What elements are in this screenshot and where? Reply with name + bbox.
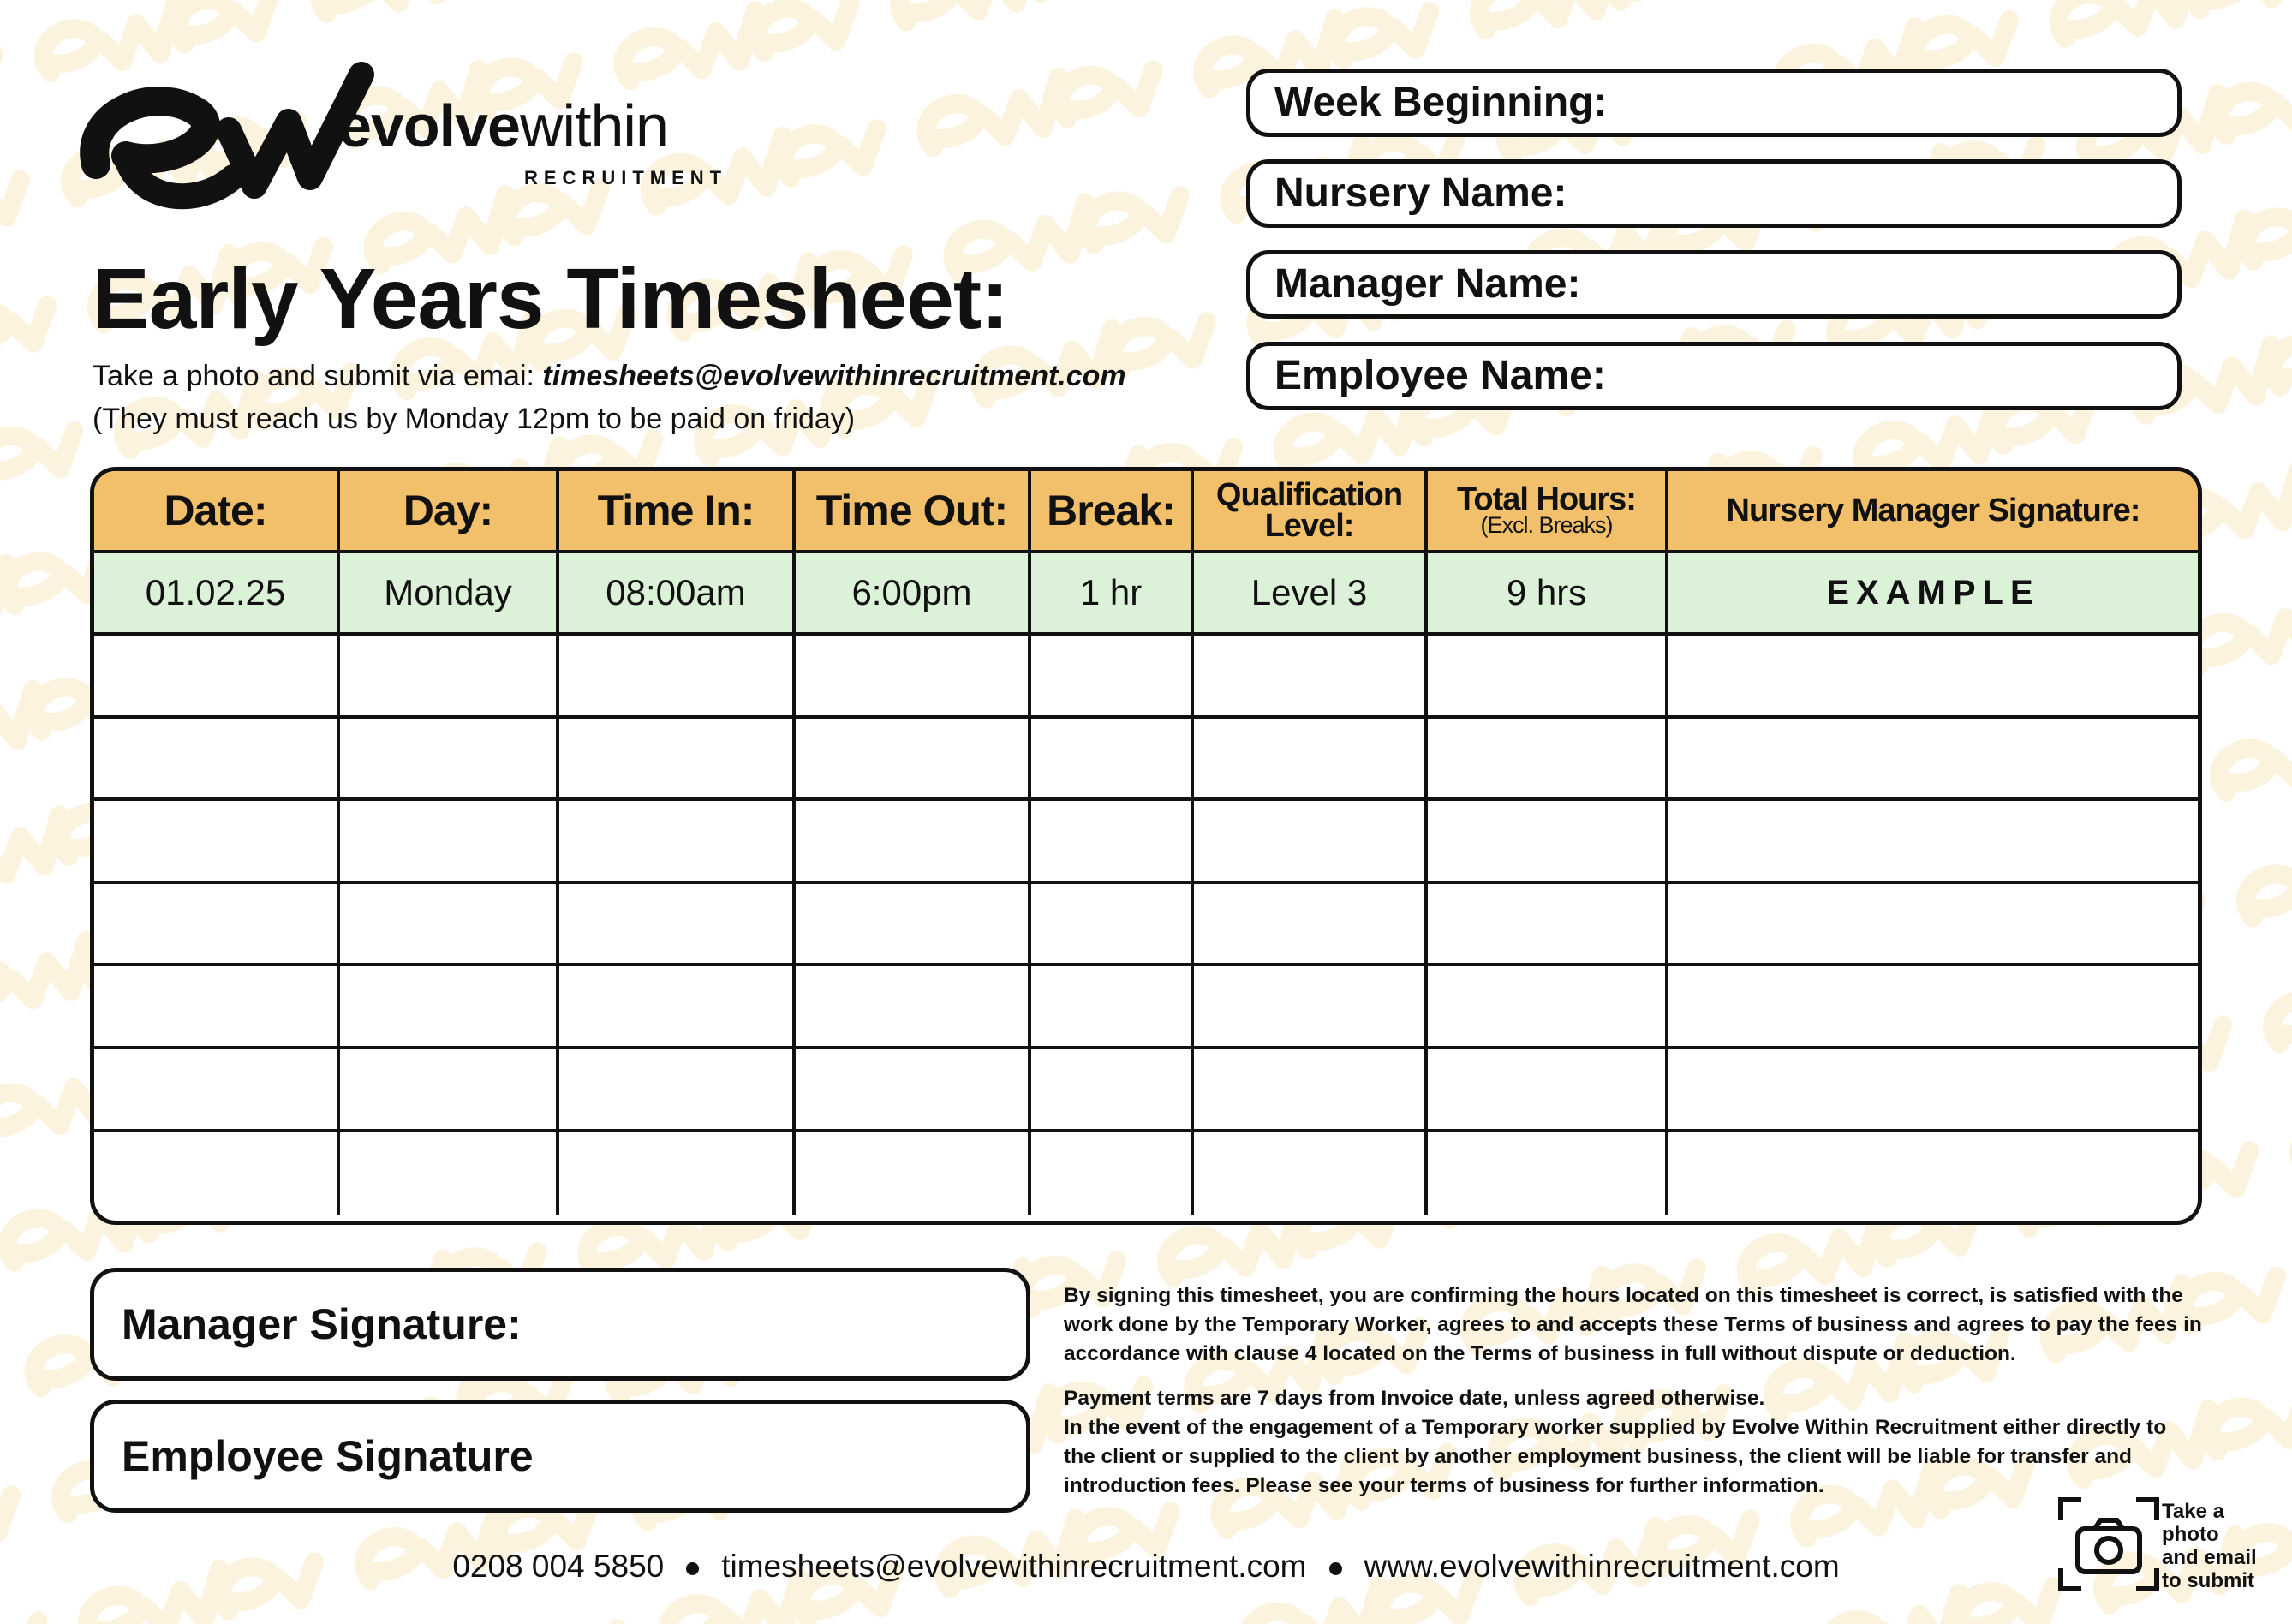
deadline-note: (They must reach us by Monday 12pm to be paid on friday) <box>93 403 856 435</box>
entry-date-cell[interactable] <box>94 801 340 884</box>
entry-total-hours-cell[interactable] <box>1428 884 1668 967</box>
entry-time-in-cell[interactable] <box>559 1049 796 1132</box>
entry-date-cell[interactable] <box>94 1049 340 1132</box>
entry-time-out-cell[interactable] <box>796 719 1031 802</box>
entry-day-cell[interactable] <box>340 1049 559 1132</box>
camera-line1: Take a <box>2162 1500 2224 1523</box>
example-date: 01.02.25 <box>94 553 340 636</box>
entry-date-cell[interactable] <box>94 1132 340 1215</box>
entry-day-cell[interactable] <box>340 636 559 719</box>
terms-payment <box>1064 1384 2203 1501</box>
brand-subtitle: RECRUITMENT <box>524 167 728 188</box>
footer-separator-dot <box>686 1562 699 1575</box>
brand-name <box>338 93 668 159</box>
example-qualification: Level 3 <box>1194 553 1428 636</box>
entry-time-out-cell[interactable] <box>796 801 1031 884</box>
camera-line2: photo <box>2162 1523 2219 1546</box>
entry-date-cell[interactable] <box>94 636 340 719</box>
entry-day-cell[interactable] <box>340 1132 559 1215</box>
entry-qualification-cell[interactable] <box>1194 719 1428 802</box>
entry-time-in-cell[interactable] <box>559 636 796 719</box>
entry-qualification-cell[interactable] <box>1194 801 1428 884</box>
header-time-in: Time In: <box>559 471 796 553</box>
footer-phone[interactable]: 0208 004 5850 <box>452 1549 665 1584</box>
entry-day-cell[interactable] <box>340 966 559 1049</box>
terms-agreement <box>1064 1281 2203 1369</box>
entry-signature-cell[interactable] <box>1668 719 2198 802</box>
entry-break-cell[interactable] <box>1031 719 1194 802</box>
entry-signature-cell[interactable] <box>1668 1132 2198 1215</box>
entry-qualification-cell[interactable] <box>1194 966 1428 1049</box>
header-total-hours-label: Total Hours: <box>1457 481 1636 518</box>
header-signature: Nursery Manager Signature: <box>1668 471 2198 553</box>
entry-time-in-cell[interactable] <box>559 884 796 967</box>
entry-break-cell[interactable] <box>1031 1132 1194 1215</box>
entry-signature-cell[interactable] <box>1668 801 2198 884</box>
header-qualification <box>1194 471 1428 553</box>
terms-payment-text: Payment terms are 7 days from Invoice date, unless agreed otherwise. <box>1064 1387 1765 1410</box>
header-day: Day: <box>340 471 559 553</box>
employee-signature-box[interactable]: Employee Signature <box>90 1400 1030 1513</box>
entry-signature-cell[interactable] <box>1668 966 2198 1049</box>
entry-time-in-cell[interactable] <box>559 801 796 884</box>
entry-qualification-cell[interactable] <box>1194 1049 1428 1132</box>
entry-time-out-cell[interactable] <box>796 1049 1031 1132</box>
entry-time-in-cell[interactable] <box>559 1132 796 1215</box>
entry-break-cell[interactable] <box>1031 801 1194 884</box>
header-qualification-line2: Level: <box>1264 508 1354 544</box>
nursery-name-field[interactable]: Nursery Name: <box>1246 159 2182 228</box>
footer-website[interactable]: www.evolvewithinrecruitment.com <box>1364 1549 1840 1584</box>
example-break: 1 hr <box>1031 553 1194 636</box>
entry-total-hours-cell[interactable] <box>1428 1132 1668 1215</box>
entry-break-cell[interactable] <box>1031 1049 1194 1132</box>
header-time-out: Time Out: <box>796 471 1031 553</box>
entry-time-in-cell[interactable] <box>559 966 796 1049</box>
entry-total-hours-cell[interactable] <box>1428 1049 1668 1132</box>
entry-total-hours-cell[interactable] <box>1428 801 1668 884</box>
entry-time-out-cell[interactable] <box>796 884 1031 967</box>
entry-day-cell[interactable] <box>340 801 559 884</box>
entry-signature-cell[interactable] <box>1668 1049 2198 1132</box>
example-time-out: 6:00pm <box>796 553 1031 636</box>
entry-time-out-cell[interactable] <box>796 636 1031 719</box>
entry-break-cell[interactable] <box>1031 884 1194 967</box>
header-date: Date: <box>94 471 340 553</box>
entry-date-cell[interactable] <box>94 884 340 967</box>
camera-line3: and email <box>2162 1546 2257 1569</box>
example-signature: EXAMPLE <box>1668 553 2198 636</box>
header-break: Break: <box>1031 471 1194 553</box>
entry-time-in-cell[interactable] <box>559 719 796 802</box>
entry-qualification-cell[interactable] <box>1194 884 1428 967</box>
entry-time-out-cell[interactable] <box>796 966 1031 1049</box>
entry-signature-cell[interactable] <box>1668 636 2198 719</box>
example-day: Monday <box>340 553 559 636</box>
manager-signature-box[interactable]: Manager Signature: <box>90 1268 1030 1381</box>
entry-break-cell[interactable] <box>1031 966 1194 1049</box>
footer-contact <box>0 1549 2292 1585</box>
entry-signature-cell[interactable] <box>1668 884 2198 967</box>
entry-date-cell[interactable] <box>94 966 340 1049</box>
manager-name-field[interactable]: Manager Name: <box>1246 250 2182 319</box>
entry-qualification-cell[interactable] <box>1194 1132 1428 1215</box>
entry-qualification-cell[interactable] <box>1194 636 1428 719</box>
timesheet-table <box>90 467 2202 1225</box>
terms-agreement-text: By signing this timesheet, you are confirming the hours located on this timesheet is correct, is satisfied with the work done by the Temporary Worker, agrees to and accepts these Terms of business and agrees to pay the fees in accordance with clause 4 located on the Terms of business in full without dispute or deduction. <box>1064 1284 2202 1365</box>
terms-fees-text: In the event of the engagement of a Temporary worker supplied by Evolve Within Recruitment either directly to the client or supplied to the client by another employment business, the client will be liable for transfer and introduction fees. Please see your terms of business for further information. <box>1064 1416 2167 1497</box>
entry-total-hours-cell[interactable] <box>1428 719 1668 802</box>
submit-email: timesheets@evolvewithinrecruitment.com <box>542 360 1126 392</box>
entry-break-cell[interactable] <box>1031 636 1194 719</box>
header-total-hours-note: (Excl. Breaks) <box>1480 512 1613 539</box>
footer-separator-dot <box>1329 1562 1342 1575</box>
entry-time-out-cell[interactable] <box>796 1132 1031 1215</box>
employee-name-field[interactable]: Employee Name: <box>1246 342 2182 410</box>
header-total-hours <box>1428 471 1668 553</box>
entry-date-cell[interactable] <box>94 719 340 802</box>
entry-day-cell[interactable] <box>340 719 559 802</box>
brand-name-bold: evolve <box>338 93 520 159</box>
entry-total-hours-cell[interactable] <box>1428 636 1668 719</box>
example-time-in: 08:00am <box>559 553 796 636</box>
page-title: Early Years Timesheet: <box>93 251 1009 347</box>
brand-name-light: within <box>519 93 668 159</box>
submit-instructions-text: Take a photo and submit via emai: <box>93 360 543 392</box>
header-qualification-line1: Qualification <box>1215 476 1403 513</box>
camera-line4: to submit <box>2162 1569 2254 1592</box>
footer-email[interactable]: timesheets@evolvewithinrecruitment.com <box>721 1549 1307 1584</box>
entry-total-hours-cell[interactable] <box>1428 966 1668 1049</box>
entry-day-cell[interactable] <box>340 884 559 967</box>
submit-instructions <box>93 360 1126 393</box>
week-beginning-field[interactable]: Week Beginning: <box>1246 69 2182 137</box>
example-total-hours: 9 hrs <box>1428 553 1668 636</box>
